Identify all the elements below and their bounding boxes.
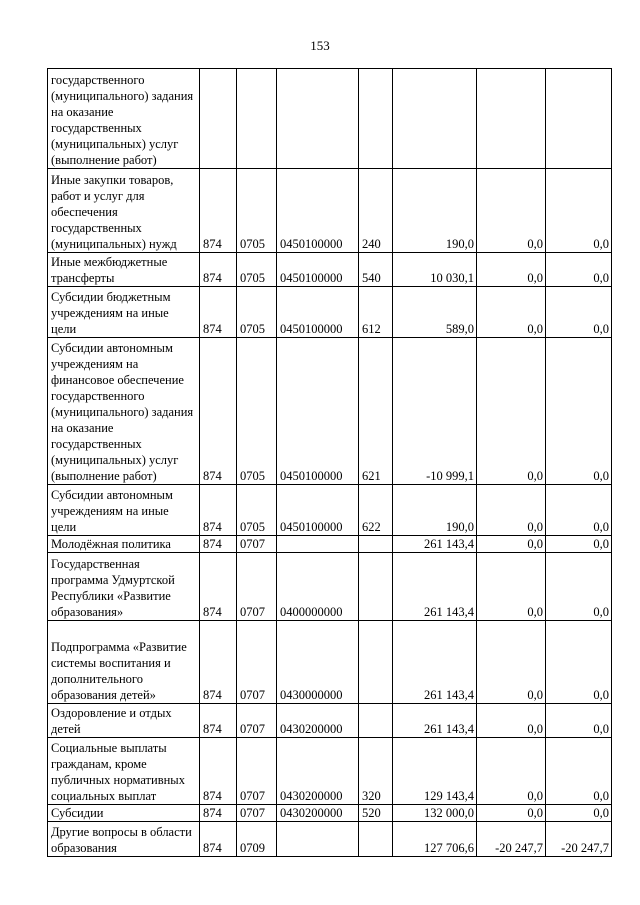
section-code-cell: 0707 xyxy=(237,704,277,738)
budget-table xyxy=(47,68,612,857)
table-row xyxy=(48,704,612,738)
target-article-cell xyxy=(277,822,359,857)
row-name-cell: Иные закупки товаров, работ и услуг для обеспечения государственных (муниципальных) нужд xyxy=(48,169,200,253)
ministry-code-cell: 874 xyxy=(200,169,237,253)
table-row xyxy=(48,69,612,169)
table-row xyxy=(48,287,612,338)
target-article-cell: 0450100000 xyxy=(277,253,359,287)
table-row xyxy=(48,485,612,536)
ministry-code-cell: 874 xyxy=(200,738,237,805)
row-name-cell: Государственная программа Удмуртской Республики «Развитие образования» xyxy=(48,553,200,621)
expense-type-cell xyxy=(359,621,393,704)
ministry-code-cell: 874 xyxy=(200,704,237,738)
amount-cell: 190,0 xyxy=(393,169,477,253)
row-name-cell: государственного (муниципального) задания на оказание государственных (муниципальных) услуг (выполнение работ) xyxy=(48,69,200,169)
expense-type-cell xyxy=(359,822,393,857)
total-cell: 0,0 xyxy=(546,338,612,485)
row-name-cell: Субсидии xyxy=(48,805,200,822)
amount-cell: 127 706,6 xyxy=(393,822,477,857)
amount-cell: 10 030,1 xyxy=(393,253,477,287)
expense-type-cell xyxy=(359,69,393,169)
ministry-code-cell: 874 xyxy=(200,553,237,621)
table-row xyxy=(48,169,612,253)
target-article-cell: 0430000000 xyxy=(277,621,359,704)
section-code-cell: 0707 xyxy=(237,553,277,621)
target-article-cell: 0430200000 xyxy=(277,738,359,805)
section-code-cell: 0709 xyxy=(237,822,277,857)
expense-type-cell: 240 xyxy=(359,169,393,253)
total-cell: 0,0 xyxy=(546,805,612,822)
target-article-cell xyxy=(277,536,359,553)
ministry-code-cell: 874 xyxy=(200,805,237,822)
ministry-code-cell: 874 xyxy=(200,253,237,287)
target-article-cell: 0430200000 xyxy=(277,704,359,738)
row-name-cell: Субсидии автономным учреждениям на финансовое обеспечение государственного (муниципального) задания на оказание государственных (муниципальных) услуг (выполнение работ) xyxy=(48,338,200,485)
expense-type-cell: 622 xyxy=(359,485,393,536)
total-cell: 0,0 xyxy=(546,621,612,704)
section-code-cell: 0707 xyxy=(237,621,277,704)
change-cell: -20 247,7 xyxy=(477,822,546,857)
target-article-cell: 0450100000 xyxy=(277,485,359,536)
section-code-cell: 0707 xyxy=(237,536,277,553)
section-code-cell: 0705 xyxy=(237,485,277,536)
table-row xyxy=(48,253,612,287)
ministry-code-cell: 874 xyxy=(200,822,237,857)
amount-cell: 261 143,4 xyxy=(393,621,477,704)
table-row xyxy=(48,738,612,805)
change-cell: 0,0 xyxy=(477,536,546,553)
table-row xyxy=(48,536,612,553)
amount-cell: -10 999,1 xyxy=(393,338,477,485)
target-article-cell xyxy=(277,69,359,169)
change-cell: 0,0 xyxy=(477,704,546,738)
ministry-code-cell: 874 xyxy=(200,485,237,536)
change-cell: 0,0 xyxy=(477,485,546,536)
target-article-cell: 0450100000 xyxy=(277,169,359,253)
table-row xyxy=(48,338,612,485)
total-cell: 0,0 xyxy=(546,169,612,253)
target-article-cell: 0450100000 xyxy=(277,287,359,338)
ministry-code-cell xyxy=(200,69,237,169)
total-cell: -20 247,7 xyxy=(546,822,612,857)
section-code-cell: 0707 xyxy=(237,738,277,805)
expense-type-cell xyxy=(359,536,393,553)
table-row xyxy=(48,822,612,857)
total-cell: 0,0 xyxy=(546,536,612,553)
total-cell: 0,0 xyxy=(546,738,612,805)
page-number: 153 xyxy=(310,38,330,53)
section-code-cell: 0707 xyxy=(237,805,277,822)
table-row xyxy=(48,621,612,704)
change-cell: 0,0 xyxy=(477,169,546,253)
row-name-cell: Субсидии бюджетным учреждениям на иные цели xyxy=(48,287,200,338)
row-name-cell: Молодёжная политика xyxy=(48,536,200,553)
row-name-cell: Социальные выплаты гражданам, кроме публичных нормативных социальных выплат xyxy=(48,738,200,805)
change-cell: 0,0 xyxy=(477,621,546,704)
table-row xyxy=(48,805,612,822)
row-name-cell: Субсидии автономным учреждениям на иные цели xyxy=(48,485,200,536)
change-cell xyxy=(477,69,546,169)
expense-type-cell: 320 xyxy=(359,738,393,805)
total-cell: 0,0 xyxy=(546,485,612,536)
section-code-cell: 0705 xyxy=(237,169,277,253)
ministry-code-cell: 874 xyxy=(200,621,237,704)
section-code-cell xyxy=(237,69,277,169)
section-code-cell: 0705 xyxy=(237,338,277,485)
ministry-code-cell: 874 xyxy=(200,287,237,338)
section-code-cell: 0705 xyxy=(237,287,277,338)
amount-cell: 261 143,4 xyxy=(393,553,477,621)
change-cell: 0,0 xyxy=(477,805,546,822)
change-cell: 0,0 xyxy=(477,253,546,287)
row-name-cell: Оздоровление и отдых детей xyxy=(48,704,200,738)
target-article-cell: 0400000000 xyxy=(277,553,359,621)
target-article-cell: 0450100000 xyxy=(277,338,359,485)
row-name-cell: Подпрограмма «Развитие системы воспитания и дополнительного образования детей» xyxy=(48,621,200,704)
expense-type-cell xyxy=(359,553,393,621)
change-cell: 0,0 xyxy=(477,553,546,621)
expense-type-cell: 540 xyxy=(359,253,393,287)
table-row xyxy=(48,553,612,621)
total-cell: 0,0 xyxy=(546,553,612,621)
change-cell: 0,0 xyxy=(477,338,546,485)
expense-type-cell xyxy=(359,704,393,738)
expense-type-cell: 520 xyxy=(359,805,393,822)
total-cell: 0,0 xyxy=(546,704,612,738)
target-article-cell: 0430200000 xyxy=(277,805,359,822)
amount-cell: 132 000,0 xyxy=(393,805,477,822)
section-code-cell: 0705 xyxy=(237,253,277,287)
change-cell: 0,0 xyxy=(477,287,546,338)
row-name-cell: Иные межбюджетные трансферты xyxy=(48,253,200,287)
amount-cell xyxy=(393,69,477,169)
total-cell: 0,0 xyxy=(546,287,612,338)
change-cell: 0,0 xyxy=(477,738,546,805)
row-name-cell: Другие вопросы в области образования xyxy=(48,822,200,857)
amount-cell: 261 143,4 xyxy=(393,536,477,553)
ministry-code-cell: 874 xyxy=(200,536,237,553)
total-cell xyxy=(546,69,612,169)
ministry-code-cell: 874 xyxy=(200,338,237,485)
expense-type-cell: 621 xyxy=(359,338,393,485)
total-cell: 0,0 xyxy=(546,253,612,287)
amount-cell: 261 143,4 xyxy=(393,704,477,738)
amount-cell: 129 143,4 xyxy=(393,738,477,805)
amount-cell: 190,0 xyxy=(393,485,477,536)
amount-cell: 589,0 xyxy=(393,287,477,338)
expense-type-cell: 612 xyxy=(359,287,393,338)
